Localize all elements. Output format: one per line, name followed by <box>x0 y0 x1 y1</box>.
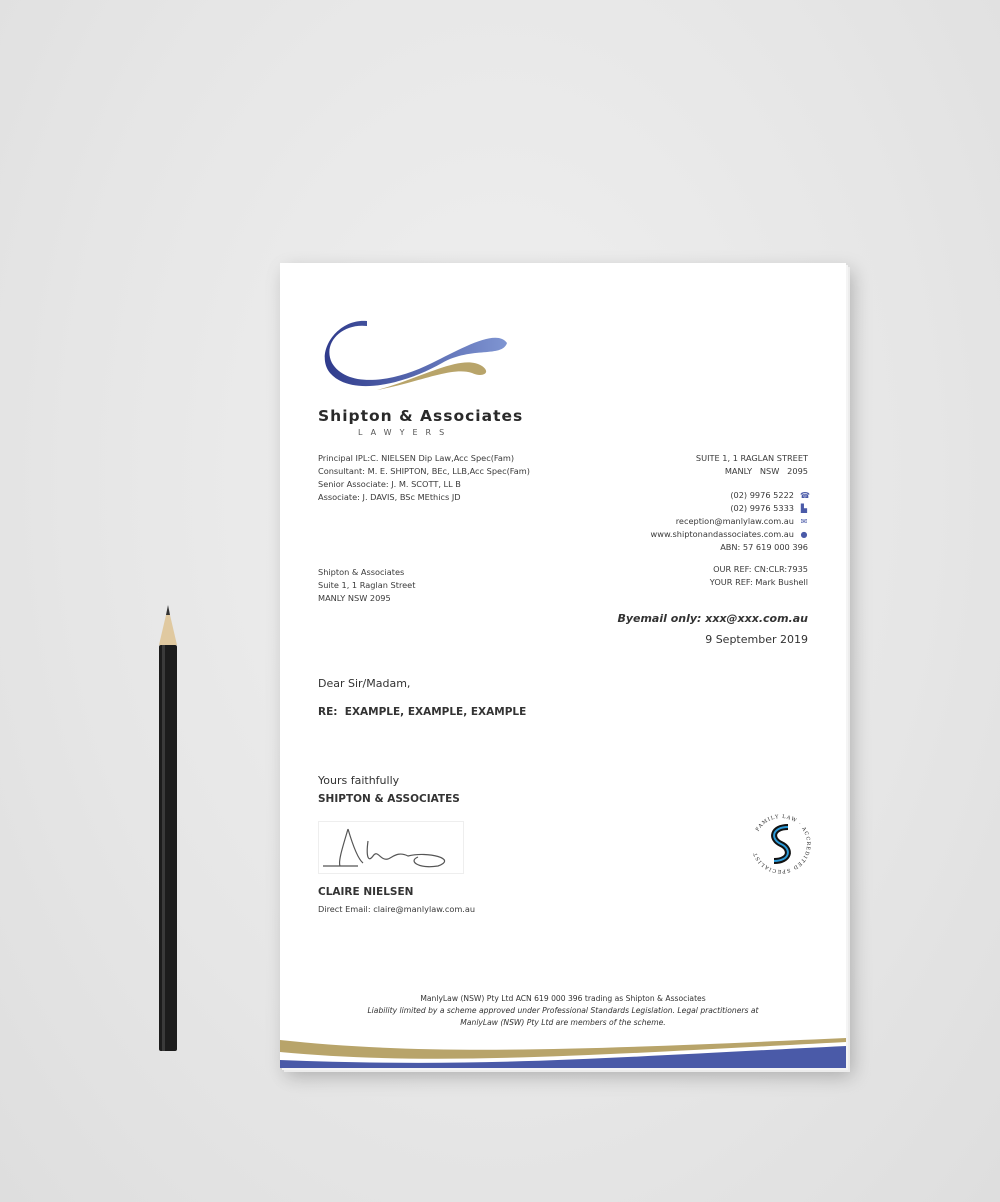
staff-line: Principal IPL:C. NIELSEN Dip Law,Acc Spec(Fam) <box>318 453 515 463</box>
brand-subtitle: LAWYERS <box>358 428 453 437</box>
salutation: Dear Sir/Madam, <box>318 677 411 690</box>
fax-icon: ▙ <box>800 504 808 513</box>
contact-block <box>651 489 808 554</box>
your-ref: YOUR REF: Mark Bushell <box>709 577 808 587</box>
footer-line: Liability limited by a scheme approved under Professional Standards Legislation. Legal practitioners at <box>367 1006 759 1015</box>
footer-text <box>280 993 846 1029</box>
accreditation-badge <box>750 813 812 875</box>
subject-line: RE: EXAMPLE, EXAMPLE, EXAMPLE <box>318 706 527 718</box>
letter-page <box>280 263 846 1068</box>
staff-list <box>318 452 530 504</box>
pencil <box>158 605 178 1053</box>
recipient-line: Shipton & Associates <box>318 567 405 577</box>
fax-number: (02) 9976 5333 <box>730 503 794 513</box>
staff-line: Consultant: M. E. SHIPTON, BEc, LLB,Acc Spec(Fam) <box>318 466 530 476</box>
address-line: SUITE 1, 1 RAGLAN STREET <box>695 453 808 463</box>
firm-signoff: SHIPTON & ASSOCIATES <box>318 793 460 805</box>
recipient-line: Suite 1, 1 Raglan Street <box>318 580 416 590</box>
abn: ABN: 57 619 000 396 <box>720 542 808 552</box>
staff-line: Senior Associate: J. M. SCOTT, LL B <box>318 479 461 489</box>
delivery-method: Byemail only: xxx@xxx.com.au <box>617 612 808 625</box>
staff-line: Associate: J. DAVIS, BSc MEthics JD <box>318 492 461 502</box>
firm-address <box>696 452 808 478</box>
footer-line: ManlyLaw (NSW) Pty Ltd are members of the scheme. <box>460 1018 666 1027</box>
firm-logo <box>322 318 512 398</box>
website-link[interactable]: www.shiptonandassociates.com.au <box>650 529 794 539</box>
closing: Yours faithfully <box>318 774 400 787</box>
svg-text:FAMILY LAW · ACCREDITED SPECIA: FAMILY LAW · ACCREDITED SPECIALIST <box>752 813 812 875</box>
signature <box>318 821 466 875</box>
signer-email[interactable]: Direct Email: claire@manlylaw.com.au <box>318 904 476 914</box>
phone-icon: ☎ <box>800 491 810 500</box>
address-line: MANLY NSW 2095 <box>724 466 808 476</box>
email-icon: ✉ <box>800 517 808 526</box>
footer-wave <box>280 1036 846 1068</box>
our-ref: OUR REF: CN:CLR:7935 <box>713 564 808 574</box>
email-link[interactable]: reception@manlylaw.com.au <box>675 516 794 526</box>
globe-icon: ● <box>800 530 808 539</box>
recipient-address <box>318 566 415 605</box>
footer-line: ManlyLaw (NSW) Pty Ltd ACN 619 000 396 trading as Shipton & Associates <box>420 994 706 1003</box>
references <box>710 563 808 589</box>
brand-name: Shipton & Associates <box>318 407 524 425</box>
recipient-line: MANLY NSW 2095 <box>318 593 391 603</box>
signer-name: CLAIRE NIELSEN <box>318 886 414 898</box>
letter-date: 9 September 2019 <box>705 633 808 646</box>
phone-number: (02) 9976 5222 <box>730 490 794 500</box>
